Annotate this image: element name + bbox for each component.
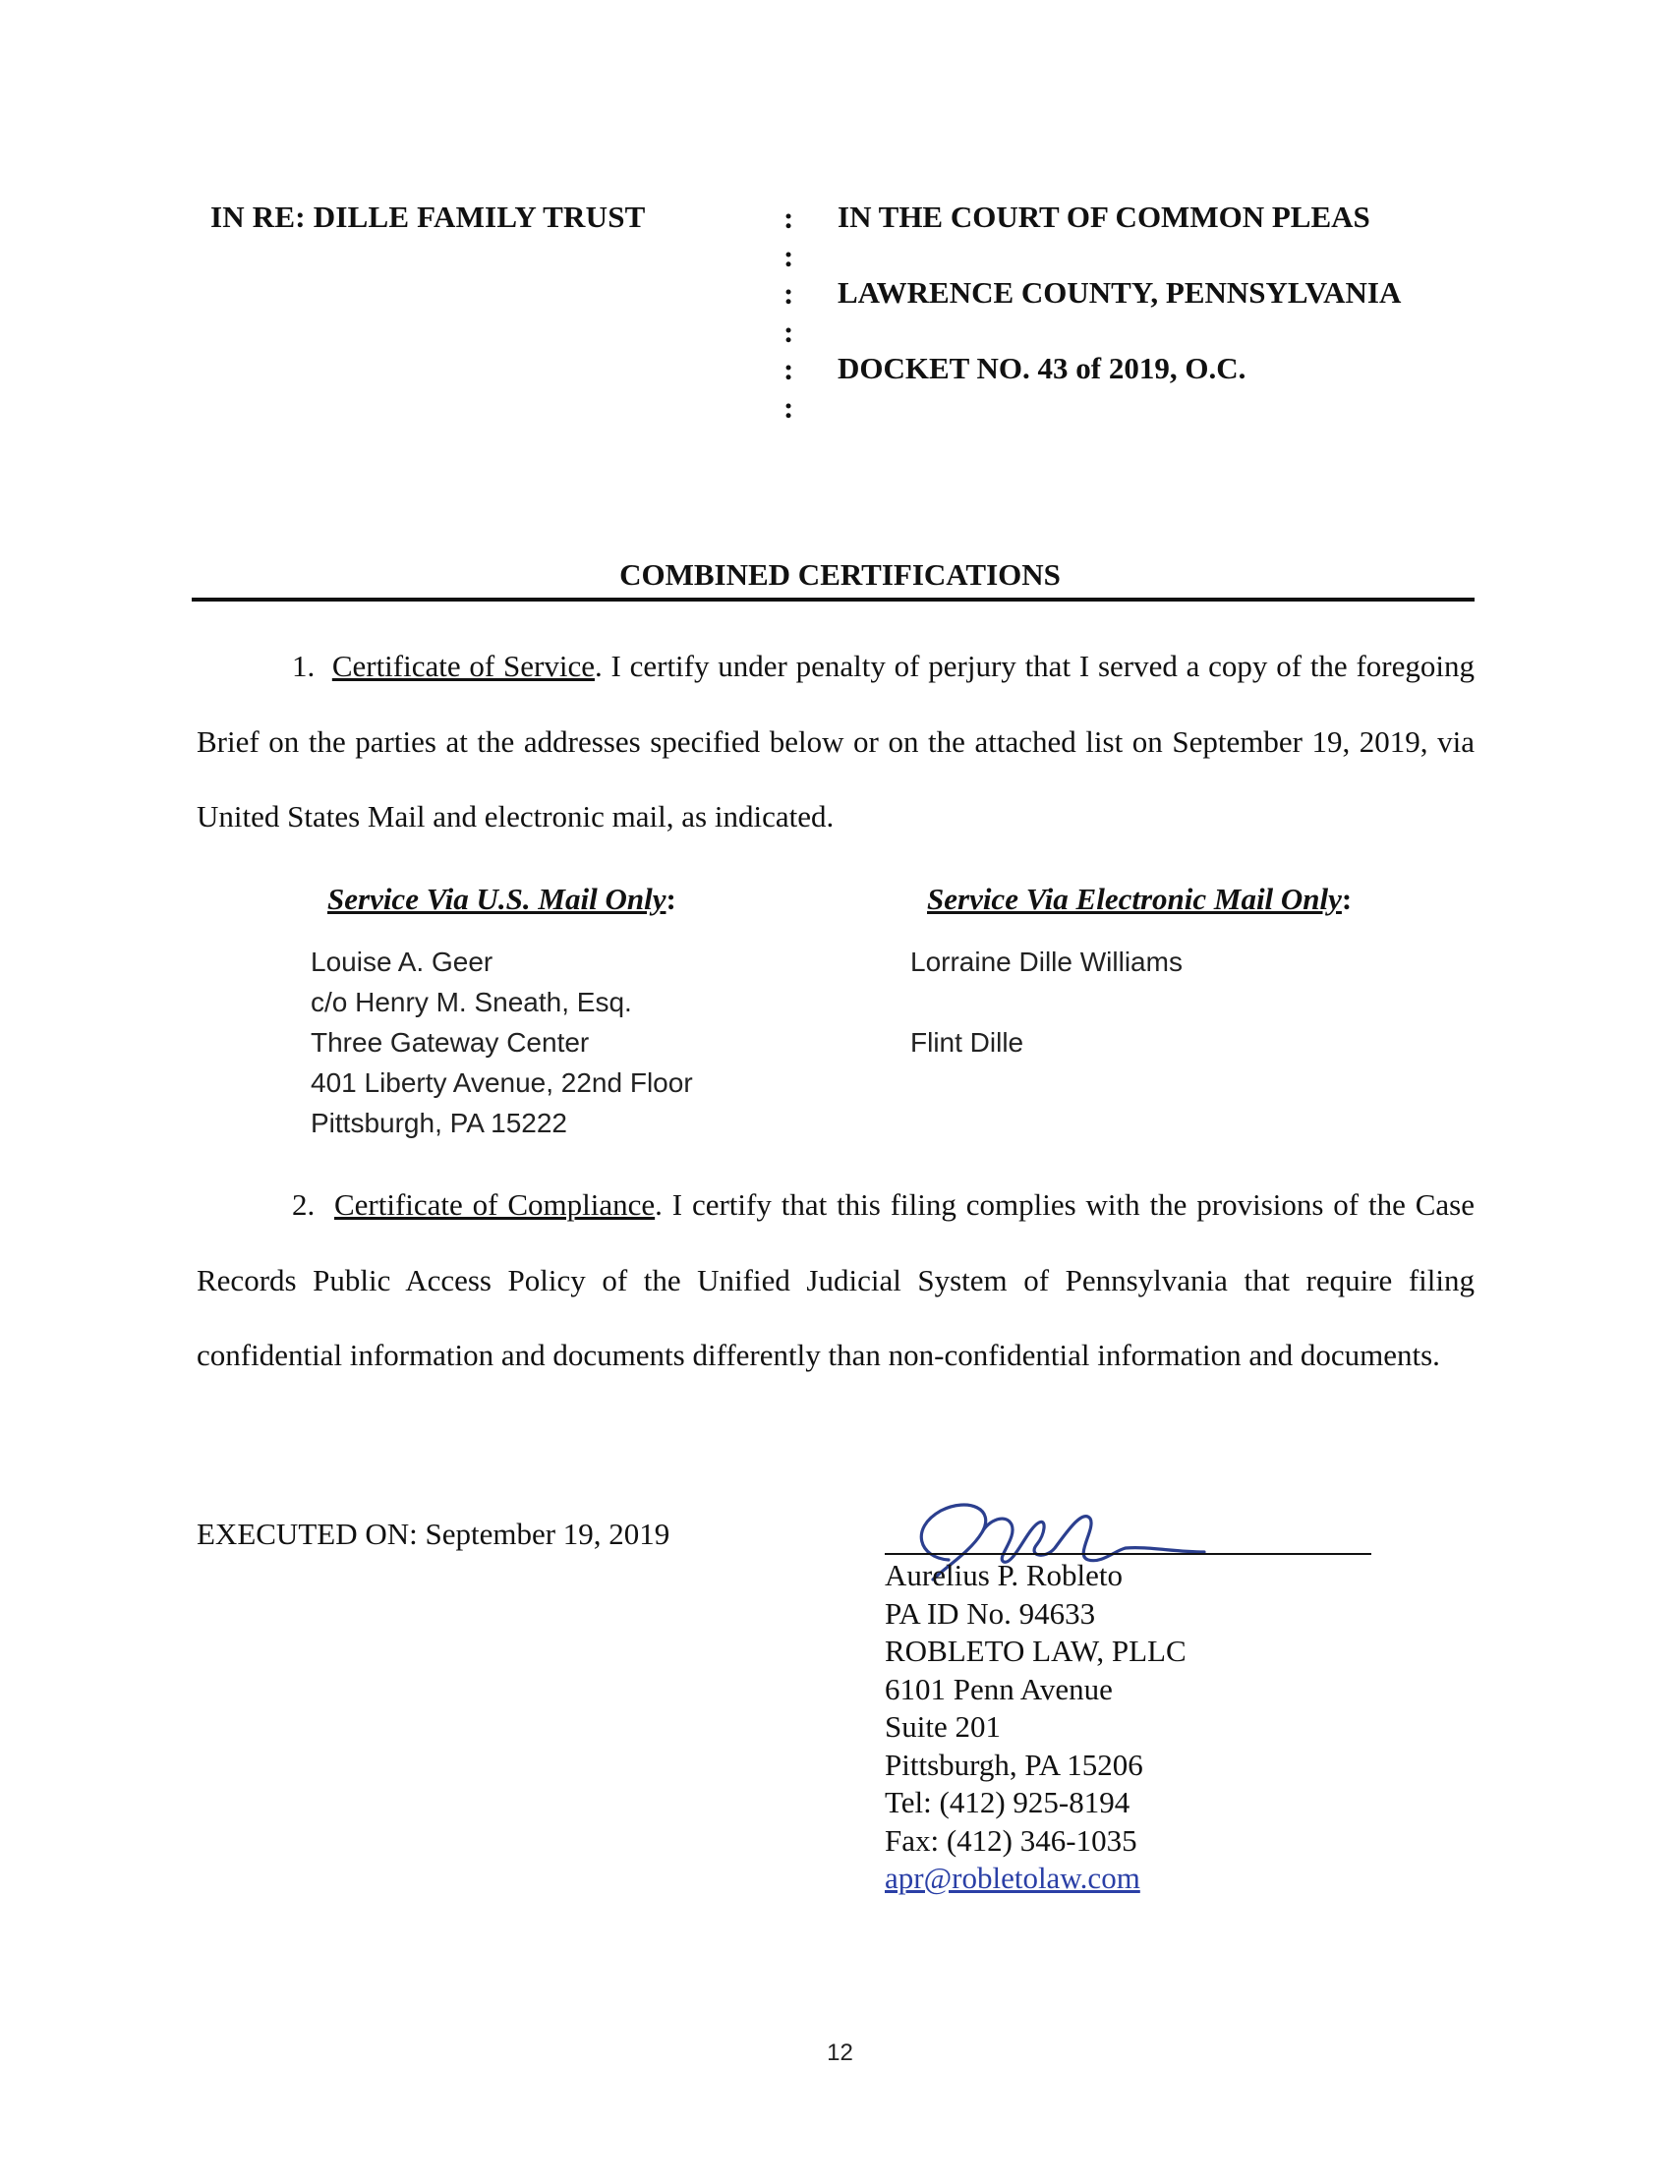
executed-date: EXECUTED ON: September 19, 2019: [197, 1517, 670, 1551]
firm-suite: Suite 201: [885, 1709, 1001, 1744]
service-mail-heading: [327, 882, 676, 917]
certificate-of-service: [197, 629, 1475, 855]
firm-address: 6101 Penn Avenue: [885, 1671, 1113, 1706]
firm-phone: Tel: (412) 925-8194: [885, 1785, 1130, 1819]
service-mail-colon: :: [666, 882, 676, 916]
cert-heading: Certificate of Compliance: [333, 1187, 656, 1222]
email-link[interactable]: apr@robletolaw.com: [885, 1861, 1140, 1895]
firm-city: Pittsburgh, PA 15206: [885, 1747, 1143, 1782]
cert-number: 1.: [292, 649, 316, 683]
caption-colon: :: [783, 314, 794, 349]
title-rule: [192, 598, 1475, 602]
address-line: Three Gateway Center: [311, 1027, 590, 1058]
firm-fax: Fax: (412) 346-1035: [885, 1822, 1137, 1858]
service-email-heading-text: Service Via Electronic Mail Only: [927, 882, 1342, 916]
email-recipient: Flint Dille: [910, 1027, 1024, 1058]
service-email-recipients: [910, 942, 1183, 1063]
service-mail-heading-text: Service Via U.S. Mail Only: [327, 882, 666, 916]
caption-colon: :: [783, 276, 794, 311]
email-recipient: Lorraine Dille Williams: [910, 947, 1183, 977]
court-county: LAWRENCE COUNTY, PENNSYLVANIA: [838, 275, 1402, 310]
caption-colon: :: [783, 352, 794, 386]
caption-colon: :: [783, 201, 794, 235]
docket-number: DOCKET NO. 43 of 2019, O.C.: [838, 351, 1246, 385]
address-line: 401 Liberty Avenue, 22nd Floor: [311, 1067, 693, 1098]
caption-colon: :: [783, 389, 794, 425]
caption-colon: :: [783, 238, 794, 273]
case-caption-title: IN RE: DILLE FAMILY TRUST: [210, 200, 646, 234]
cert-body: . I certify that this filing complies with the provisions of the Case Records Public Access Policy of the Unified Judicial System of Pennsylvania that require filing confidential information and documents differently than non-confidential information and documents.: [197, 1187, 1475, 1372]
signature-line: [885, 1553, 1371, 1555]
signature-block: [885, 1557, 1187, 1898]
caption-divider: [783, 200, 813, 427]
address-line: Louise A. Geer: [311, 947, 493, 977]
page-number: 12: [827, 2040, 853, 2066]
firm-name: ROBLETO LAW, PLLC: [885, 1634, 1187, 1668]
address-line: Pittsburgh, PA 15222: [311, 1108, 567, 1138]
court-name: IN THE COURT OF COMMON PLEAS: [838, 200, 1370, 234]
address-line: c/o Henry M. Sneath, Esq.: [311, 987, 632, 1017]
recipient-spacer: [910, 982, 1183, 1022]
service-email-heading: [927, 882, 1352, 917]
cert-body: . I certify under penalty of perjury that I served a copy of the foregoing Brief on the parties at the addresses specified below or on the attached list on September 19, 2019, via United States Mail and electronic mail, as indicated.: [197, 649, 1475, 833]
section-title: COMBINED CERTIFICATIONS: [619, 557, 1061, 592]
cert-heading: Certificate of Service: [331, 649, 595, 683]
service-email-colon: :: [1341, 882, 1353, 916]
signer-id: PA ID No. 94633: [885, 1595, 1096, 1631]
cert-number: 2.: [292, 1187, 316, 1222]
certificate-of-compliance: [197, 1168, 1475, 1394]
service-mail-recipient: [311, 942, 693, 1143]
signer-name: Aurelius P. Robleto: [885, 1558, 1123, 1592]
